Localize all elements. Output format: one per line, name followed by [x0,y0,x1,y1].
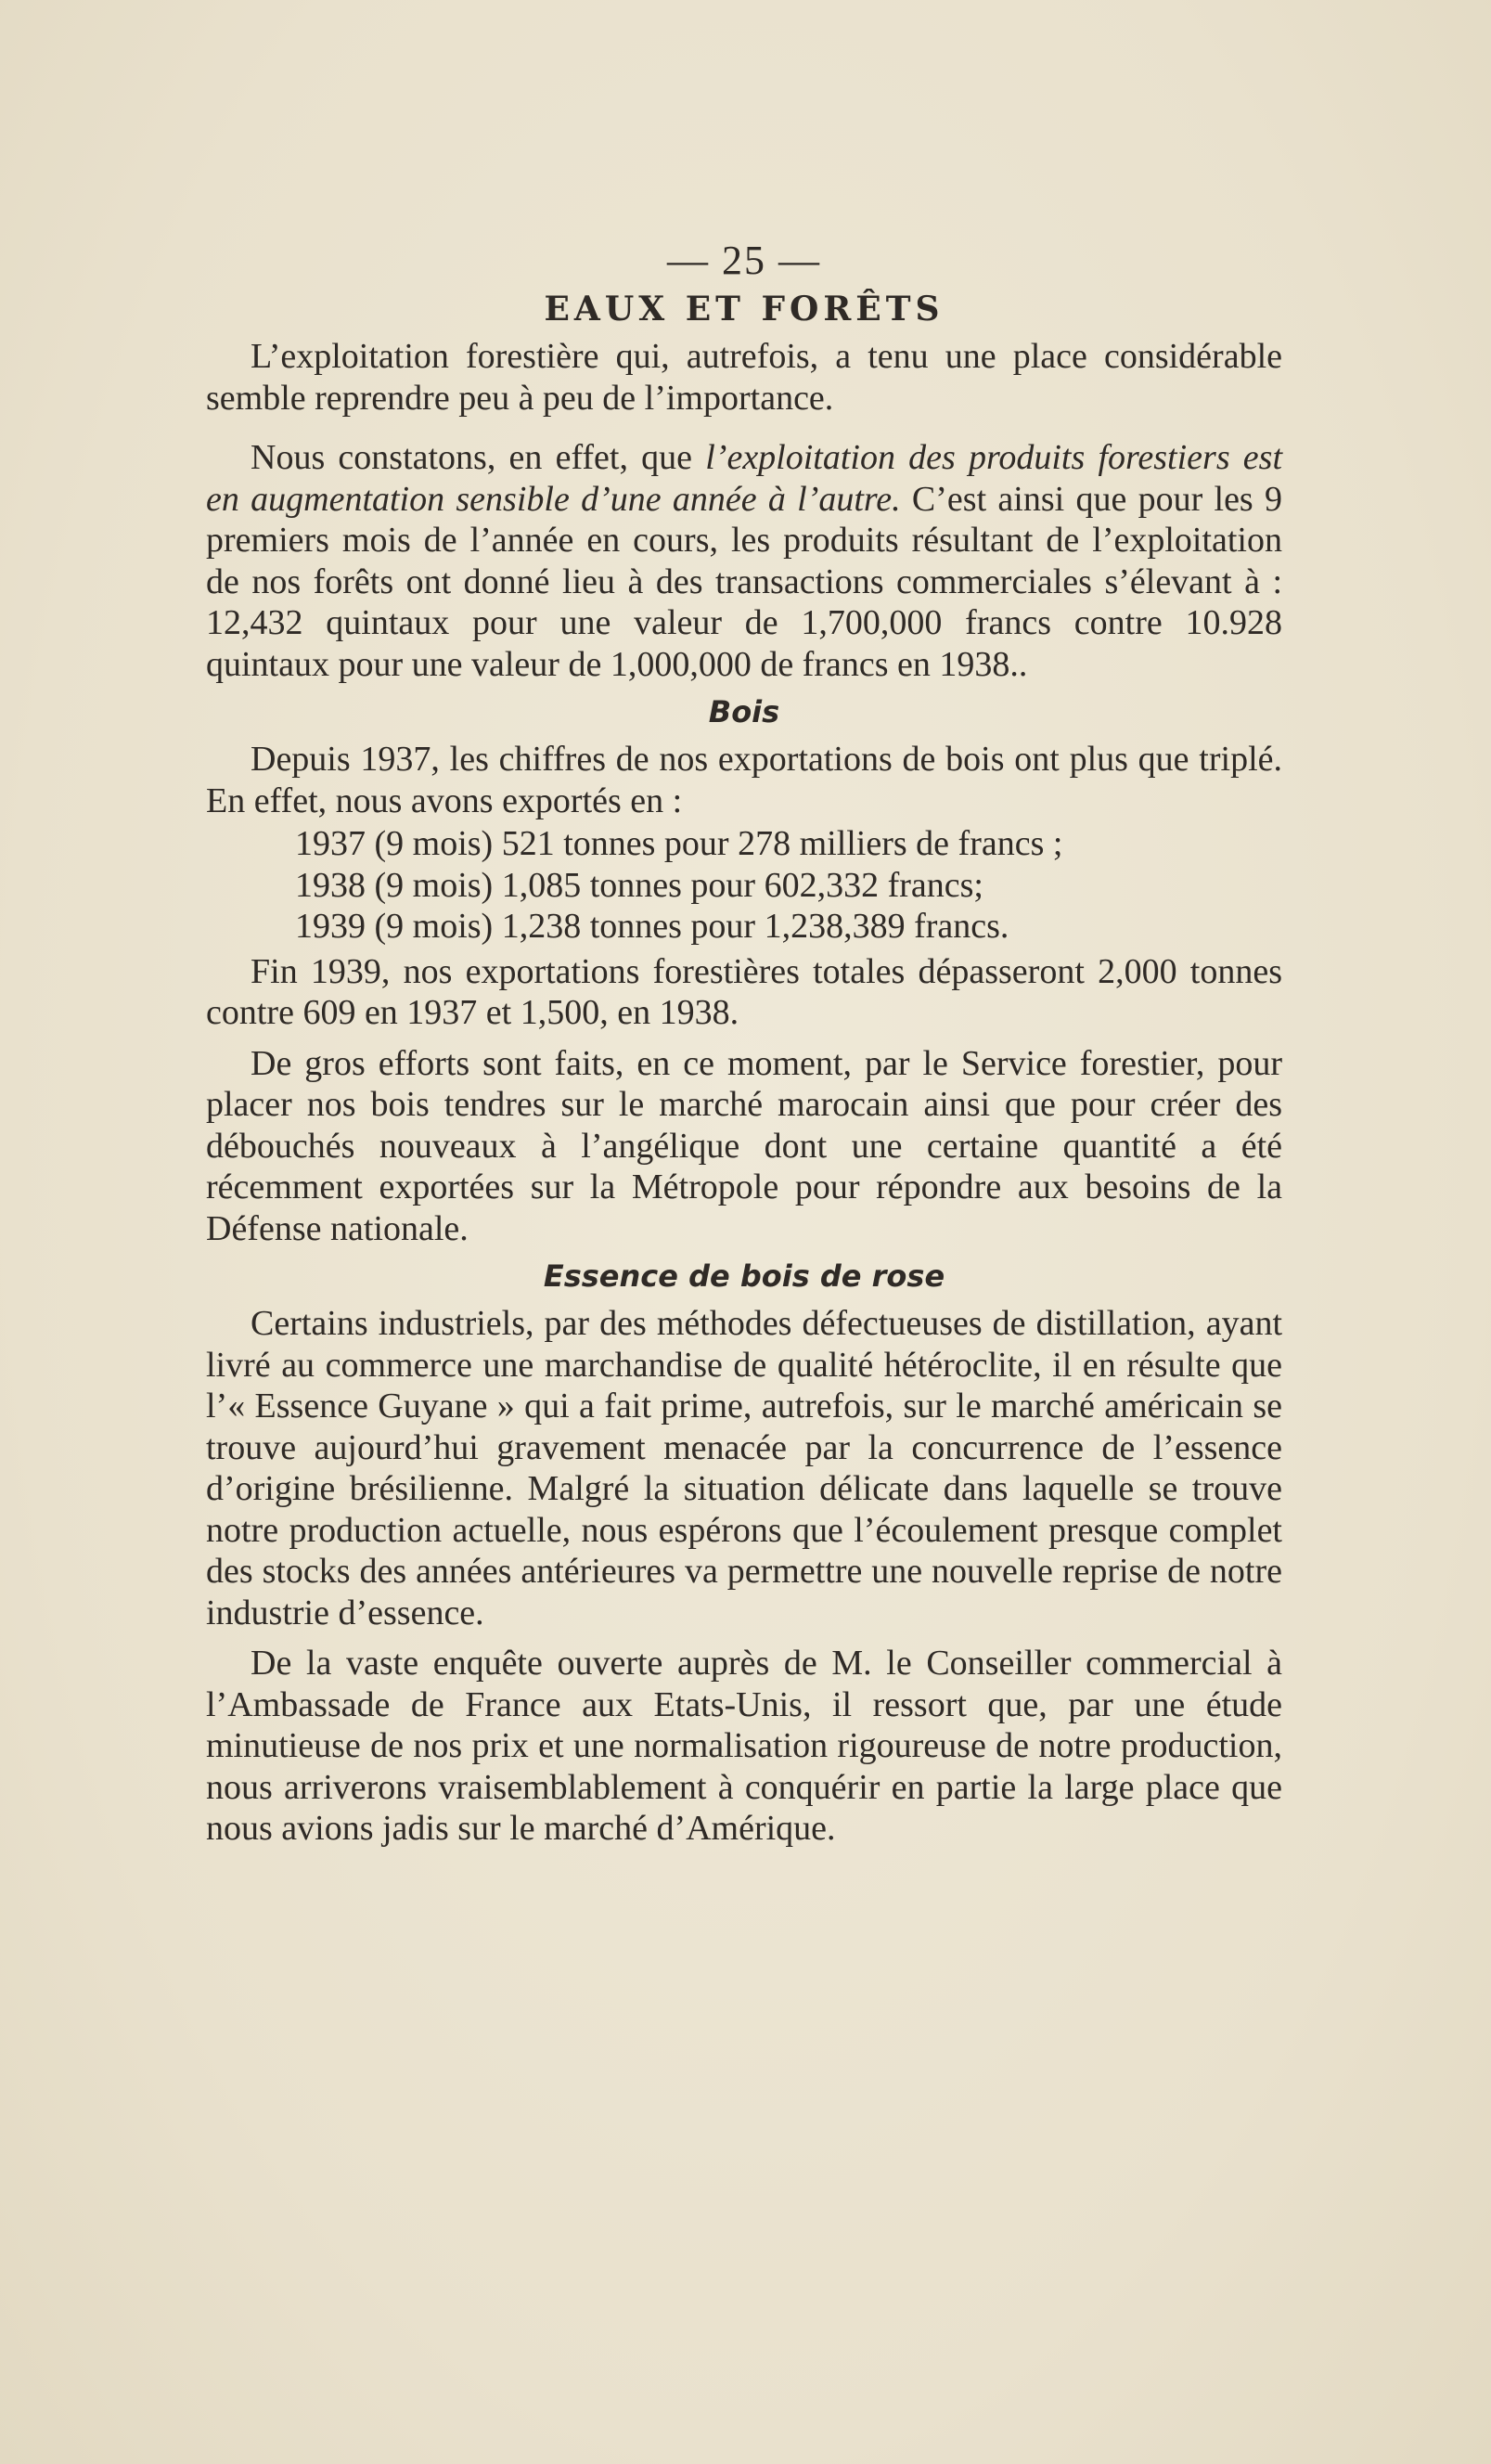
forest-products-rest: C’est ainsi que pour les 9 premiers mois de l’année en cours, les produits résultant de l’exploitation de nos forêts ont donné lieu à des transactions commerciales s’élevant à : 12,432 quintaux pour une valeur de 1,700,000 francs contre 10.928 quintaux pour une valeur de 1,000,000 de francs en 1938.. [206,479,1282,684]
bois-totals-paragraph: Fin 1939, nos exportations forestières totales dépasseront 2,000 tonnes contre 609 en 1937 et 1,500, en 1938. [206,951,1282,1032]
export-line: 1939 (9 mois) 1,238 tonnes pour 1,238,389 francs. [295,907,1009,946]
forest-products-emphasis: l’exploitation des produits forestiers est en augmentation sensible d’une année à l’autre. [206,438,1282,519]
essence-paragraph-1: Certains industriels, par des méthodes défectueuses de distillation, ayant livré au commerce une marchandise de qualité hétéroclite, il en résulte que l’« Essence Guyane » qui a fait prime, autrefois, sur le marché américain se trouve aujourd’hui gravement menacée par la concurrence de l’essence d’origine brésilienne. Malgré la situation délicate dans laquelle se trouve notre production actuelle, nous espérons que l’écoulement presque complet des stocks des années antérieures va permettre une nouvelle reprise de notre industrie d’essence. [206,1304,1282,1632]
essence-paragraph-2: De la vaste enquête ouverte auprès de M. le Conseiller commercial à l’Ambassade de France aux Etats-Unis, il ressort que, par une étude minutieuse de nos prix et une normalisation rigoureuse de notre production, nous arriverons vraisemblablement à conquérir en partie la large place que nous avions jadis sur le marché d’Amérique. [206,1644,1282,1848]
bois-intro-paragraph: Depuis 1937, les chiffres de nos exportations de bois ont plus que triplé. En effet, nous avons exportés en : [206,740,1282,820]
export-list [206,823,1282,948]
essence-heading: Essence de bois de rose [543,1258,945,1294]
forest-products-lead: Nous constatons, en effet, que [251,438,706,477]
section-title: EAUX ET FORÊTS [544,290,945,329]
bois-heading: Bois [708,694,780,729]
export-line: 1937 (9 mois) 521 tonnes pour 278 milliers de francs ; [295,824,1063,863]
page-number: — 25 — [667,238,821,283]
text-column [206,237,1282,1859]
export-line: 1938 (9 mois) 1,085 tonnes pour 602,332 francs; [295,865,983,905]
bois-efforts-paragraph: De gros efforts sont faits, en ce moment, par le Service forestier, pour placer nos bois tendres sur le marché marocain ainsi que pour créer des débouchés nouveaux à l’angélique dont une certaine quantité a été récemment exportées sur la Métropole pour répondre aux besoins de la Défense nationale. [206,1043,1282,1248]
intro-paragraph: L’exploitation forestière qui, autrefois, a tenu une place considérable semble reprendre peu à peu de l’importance. [206,337,1282,418]
forest-products-paragraph [206,437,1282,685]
